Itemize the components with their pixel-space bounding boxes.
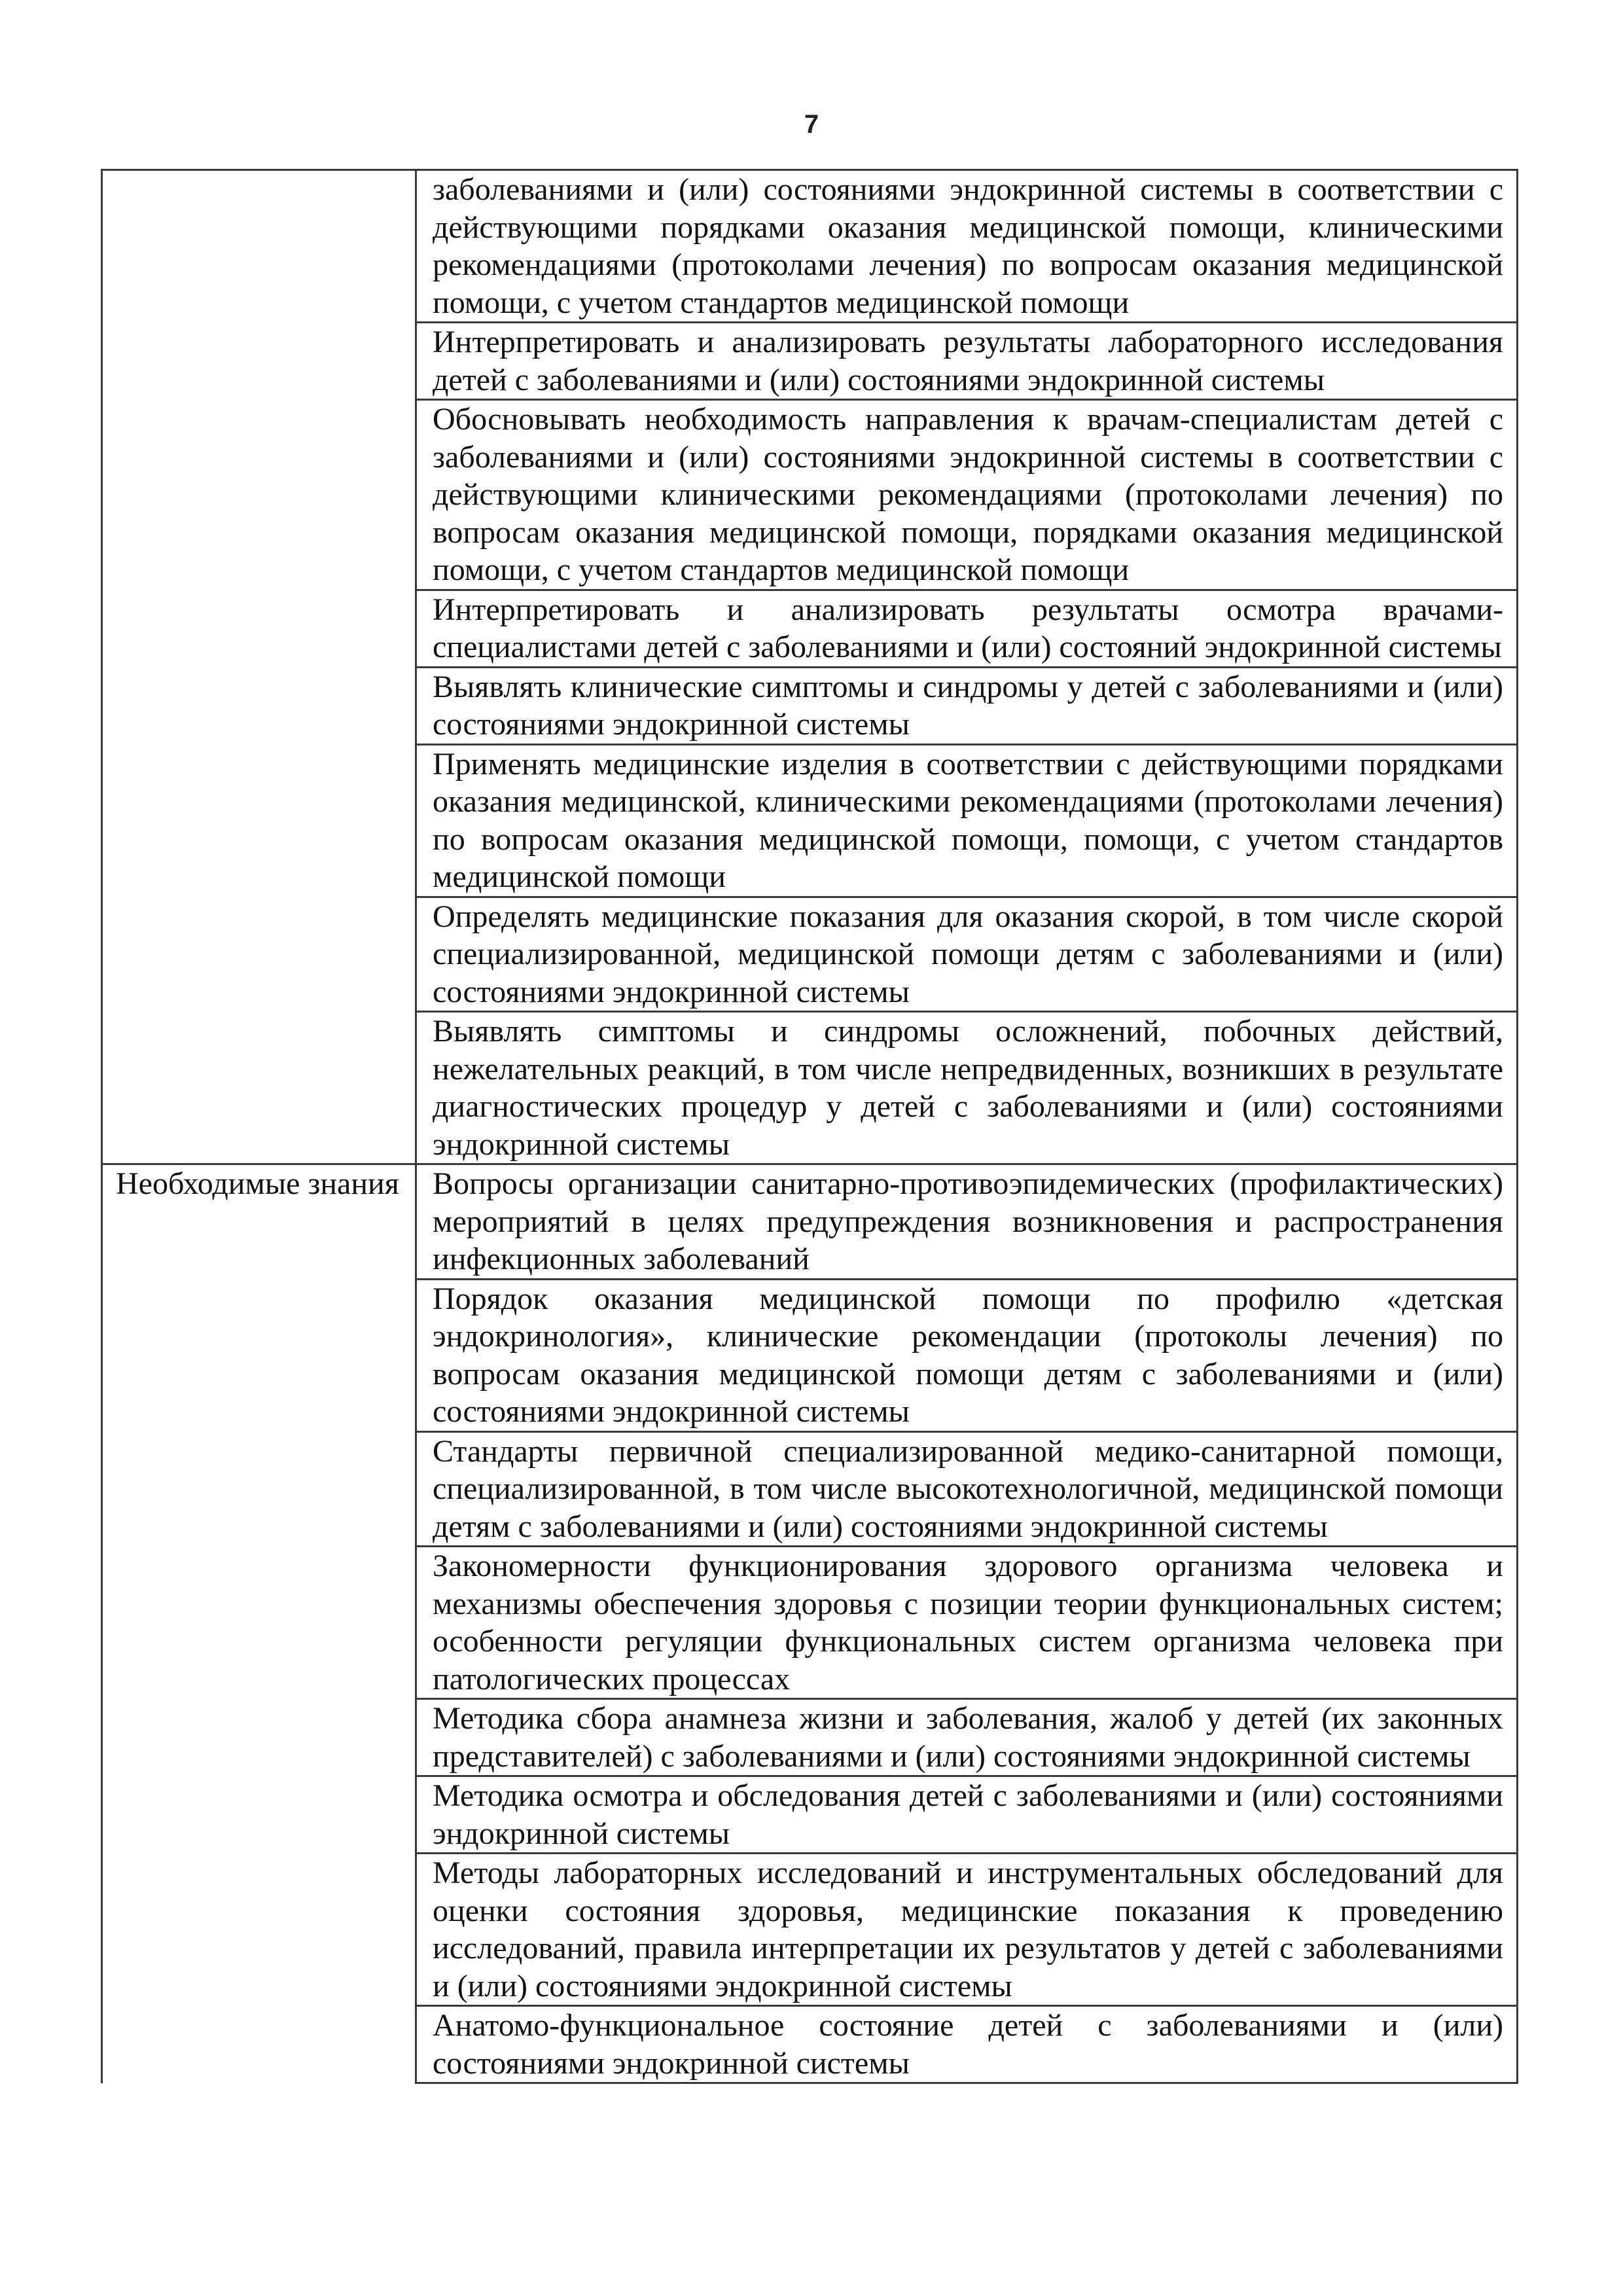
section-label-required-knowledge: Необходимые знания	[102, 1164, 416, 2083]
table-cell-item: Порядок оказания медицинской помощи по профилю «детская эндокринология», клинические рекомендации (протоколы лечения) по вопросам оказания медицинской помощи детям с заболеваниями и (или) состояниями эндокринной системы	[416, 1279, 1518, 1431]
table-cell-item: Обосновывать необходимость направления к врачам-специалистам детей с заболеваниями и (или) состояниями эндокринной системы в соответствии с действующими клиническими рекомендациями (протоколами лечения) по вопросам оказания медицинской помощи, порядками оказания медицинской помощи, с учетом стандартов медицинской помощи	[416, 400, 1518, 590]
page-number: 7	[804, 110, 819, 139]
table-row	[102, 170, 1518, 323]
table-cell-item: Определять медицинские показания для оказания скорой, в том числе скорой специализированной, медицинской помощи детям с заболеваниями и (или) состояниями эндокринной системы	[416, 897, 1518, 1012]
table-cell-item: Применять медицинские изделия в соответствии с действующими порядками оказания медицинской, клиническими рекомендациями (протоколами лечения) по вопросам оказания медицинской помощи, помощи, с учетом стандартов медицинской помощи	[416, 744, 1518, 897]
section-label	[102, 170, 416, 1164]
table-cell-item: заболеваниями и (или) состояниями эндокринной системы в соответствии с действующими порядками оказания медицинской помощи, клиническими рекомендациями (протоколами лечения) по вопросам оказания медицинской помощи, с учетом стандартов медицинской помощи	[416, 170, 1518, 323]
table-row	[102, 1164, 1518, 1280]
table-cell-item: Вопросы организации санитарно-противоэпидемических (профилактических) мероприятий в целях предупреждения возникновения и распространения инфекционных заболеваний	[416, 1164, 1518, 1280]
table-cell-item: Закономерности функционирования здорового организма человека и механизмы обеспечения здоровья с позиции теории функциональных систем; особенности регуляции функциональных систем организма человека при патологических процессах	[416, 1547, 1518, 1699]
table-cell-item: Интерпретировать и анализировать результаты осмотра врачами-специалистами детей с заболеваниями и (или) состояний эндокринной системы	[416, 590, 1518, 667]
table-cell-item: Методика сбора анамнеза жизни и заболевания, жалоб у детей (их законных представителей) с заболеваниями и (или) состояниями эндокринной системы	[416, 1699, 1518, 1776]
table-cell-item: Интерпретировать и анализировать результаты лабораторного исследования детей с заболеваниями и (или) состояниями эндокринной системы	[416, 323, 1518, 400]
table-cell-item: Стандарты первичной специализированной медико-санитарной помощи, специализированной, в том числе высокотехнологичной, медицинской помощи детям с заболеваниями и (или) состояниями эндокринной системы	[416, 1431, 1518, 1547]
competency-table	[101, 169, 1518, 2084]
table-cell-item: Выявлять симптомы и синдромы осложнений, побочных действий, нежелательных реакций, в том числе непредвиденных, возникших в результате диагностических процедур у детей с заболеваниями и (или) состояниями эндокринной системы	[416, 1012, 1518, 1164]
table-cell-item: Анатомо-функциональное состояние детей с заболеваниями и (или) состояниями эндокринной системы	[416, 2006, 1518, 2083]
table-cell-item: Методы лабораторных исследований и инструментальных обследований для оценки состояния здоровья, медицинские показания к проведению исследований, правила интерпретации их результатов у детей с заболеваниями и (или) состояниями эндокринной системы	[416, 1854, 1518, 2006]
table-cell-item: Методика осмотра и обследования детей с заболеваниями и (или) состояниями эндокринной системы	[416, 1776, 1518, 1854]
table-cell-item: Выявлять клинические симптомы и синдромы у детей с заболеваниями и (или) состояниями эндокринной системы	[416, 667, 1518, 744]
